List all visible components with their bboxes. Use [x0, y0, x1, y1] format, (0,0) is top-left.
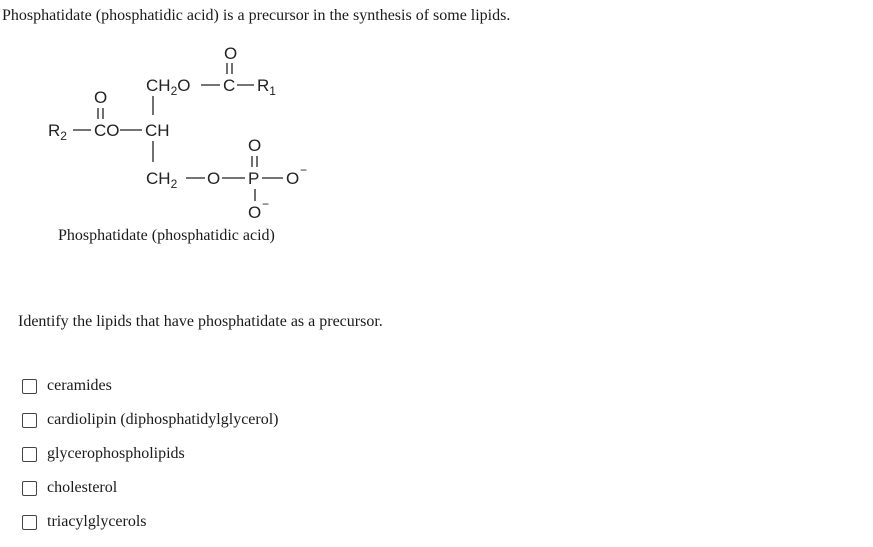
option-cholesterol[interactable] — [22, 471, 279, 505]
option-cardiolipin[interactable] — [22, 403, 279, 437]
option-triacylglycerols[interactable] — [22, 505, 279, 539]
o-bottom-label: O — [248, 203, 262, 222]
carbonyl-o-top: O — [224, 44, 238, 63]
p-label: P — [248, 169, 260, 188]
question-text: Phosphatidate (phosphatidic acid) is a precursor in the synthesis of some lipids. — [2, 7, 511, 24]
checkbox[interactable] — [22, 379, 37, 394]
c-top-label: C — [223, 76, 236, 95]
carbonyl-o-left: O — [94, 88, 108, 107]
option-ceramides[interactable] — [22, 369, 279, 403]
option-label: cardiolipin (diphosphatidylglycerol) — [47, 411, 279, 428]
option-label: triacylglycerols — [47, 513, 147, 530]
structure-caption: Phosphatidate (phosphatidic acid) — [58, 227, 275, 244]
o-link-label: O — [207, 169, 221, 188]
o-right-label: O — [286, 169, 300, 188]
ch2o-label: $CH_2O$ — [146, 76, 191, 98]
prompt-text: Identify the lipids that have phosphatidate as a precursor. — [18, 313, 383, 330]
option-label: ceramides — [47, 377, 112, 394]
option-label: glycerophospholipids — [47, 445, 185, 462]
answer-options — [22, 369, 279, 539]
option-glycerophospholipids[interactable] — [22, 437, 279, 471]
ch2-bottom-label: $CH_2$ — [146, 169, 178, 191]
ch-label: CH — [145, 121, 170, 140]
phos-o-top: O — [248, 136, 262, 155]
phosphatidate-structure — [40, 36, 360, 226]
o-right-charge: − — [300, 163, 308, 177]
checkbox[interactable] — [22, 413, 37, 428]
co-label: CO — [94, 121, 120, 140]
r1-label: $R_1$ — [257, 76, 276, 98]
checkbox[interactable] — [22, 481, 37, 496]
checkbox[interactable] — [22, 515, 37, 530]
option-label: cholesterol — [47, 479, 118, 496]
r2-label: $R_2$ — [48, 121, 67, 143]
checkbox[interactable] — [22, 447, 37, 462]
o-bottom-charge: − — [262, 197, 270, 211]
